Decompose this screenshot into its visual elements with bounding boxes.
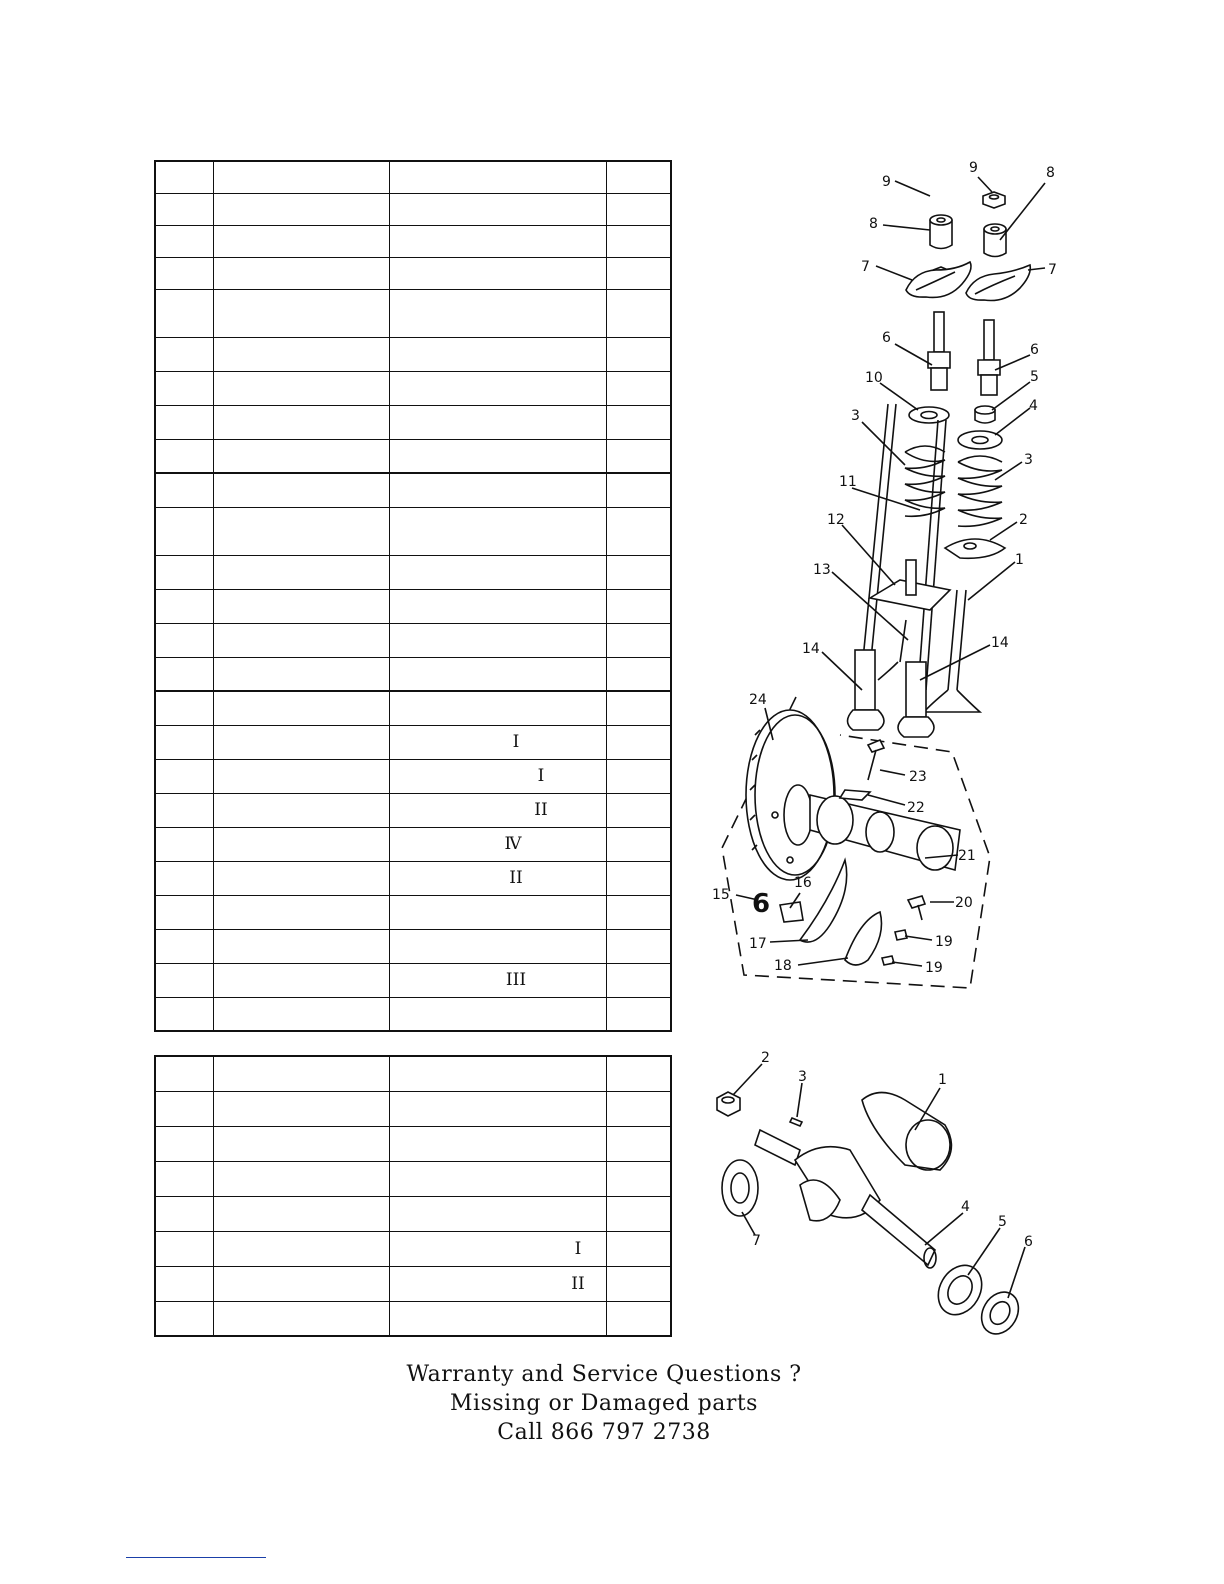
callout-label: 9: [882, 174, 891, 190]
callout-label: 2: [1019, 512, 1028, 528]
callout-label: 19: [935, 934, 953, 950]
callout-label: 6: [1024, 1234, 1033, 1250]
callout-label: 6: [882, 330, 891, 346]
part-grade-mark: I: [512, 732, 520, 752]
callout-label: 6: [1030, 342, 1039, 358]
callout-label: 23: [909, 769, 927, 785]
callout-label: 3: [798, 1069, 807, 1085]
footer-line-warranty: Warranty and Service Questions ?: [406, 1362, 802, 1387]
footnote-separator: [126, 1557, 266, 1558]
callout-label: 7: [861, 259, 870, 275]
callout-label: 4: [961, 1199, 970, 1215]
part-grade-mark: II: [571, 1273, 585, 1294]
callout-label: 8: [869, 216, 878, 232]
callout-label: 17: [749, 936, 767, 952]
footer-line-missing-parts: Missing or Damaged parts: [450, 1391, 758, 1416]
callout-label: 11: [839, 474, 857, 490]
crankshaft-drawing: [717, 1064, 1026, 1341]
callout-label: 1: [1015, 552, 1024, 568]
callout-label: 9: [969, 160, 978, 176]
warranty-footer: [354, 1360, 854, 1447]
callout-label: 22: [907, 800, 925, 816]
callout-label: 16: [794, 875, 812, 891]
callout-label: 8: [1046, 165, 1055, 181]
part-grade-mark: III: [505, 970, 527, 990]
callout-label: 5: [998, 1214, 1007, 1230]
footer-line-phone: Call 866 797 2738: [497, 1420, 711, 1445]
callout-label: 4: [1029, 398, 1038, 414]
callout-label: 6: [752, 889, 771, 919]
callout-label: 3: [851, 408, 860, 424]
callout-label: 14: [802, 641, 820, 657]
callout-label: 7: [752, 1233, 761, 1249]
callout-label: 1: [938, 1072, 947, 1088]
part-grade-mark: Ⅳ: [504, 834, 522, 854]
callout-label: 7: [1048, 262, 1057, 278]
callout-label: 19: [925, 960, 943, 976]
callout-label: 18: [774, 958, 792, 974]
callout-label: 2: [761, 1050, 770, 1066]
callout-label: 15: [712, 887, 730, 903]
callout-label: 13: [813, 562, 831, 578]
callout-label: 12: [827, 512, 845, 528]
callout-label: 20: [955, 895, 973, 911]
part-grade-mark: I: [537, 766, 545, 786]
part-grade-mark: II: [509, 868, 523, 888]
part-grade-mark: II: [534, 800, 548, 820]
callout-label: 3: [1024, 452, 1033, 468]
callout-label: 10: [865, 370, 883, 386]
callout-label: 14: [991, 635, 1009, 651]
callout-label: 5: [1030, 369, 1039, 385]
valve-train-drawing: [722, 177, 1045, 988]
part-grade-mark: I: [574, 1238, 582, 1259]
callout-label: 21: [958, 848, 976, 864]
callout-label: 24: [749, 692, 767, 708]
